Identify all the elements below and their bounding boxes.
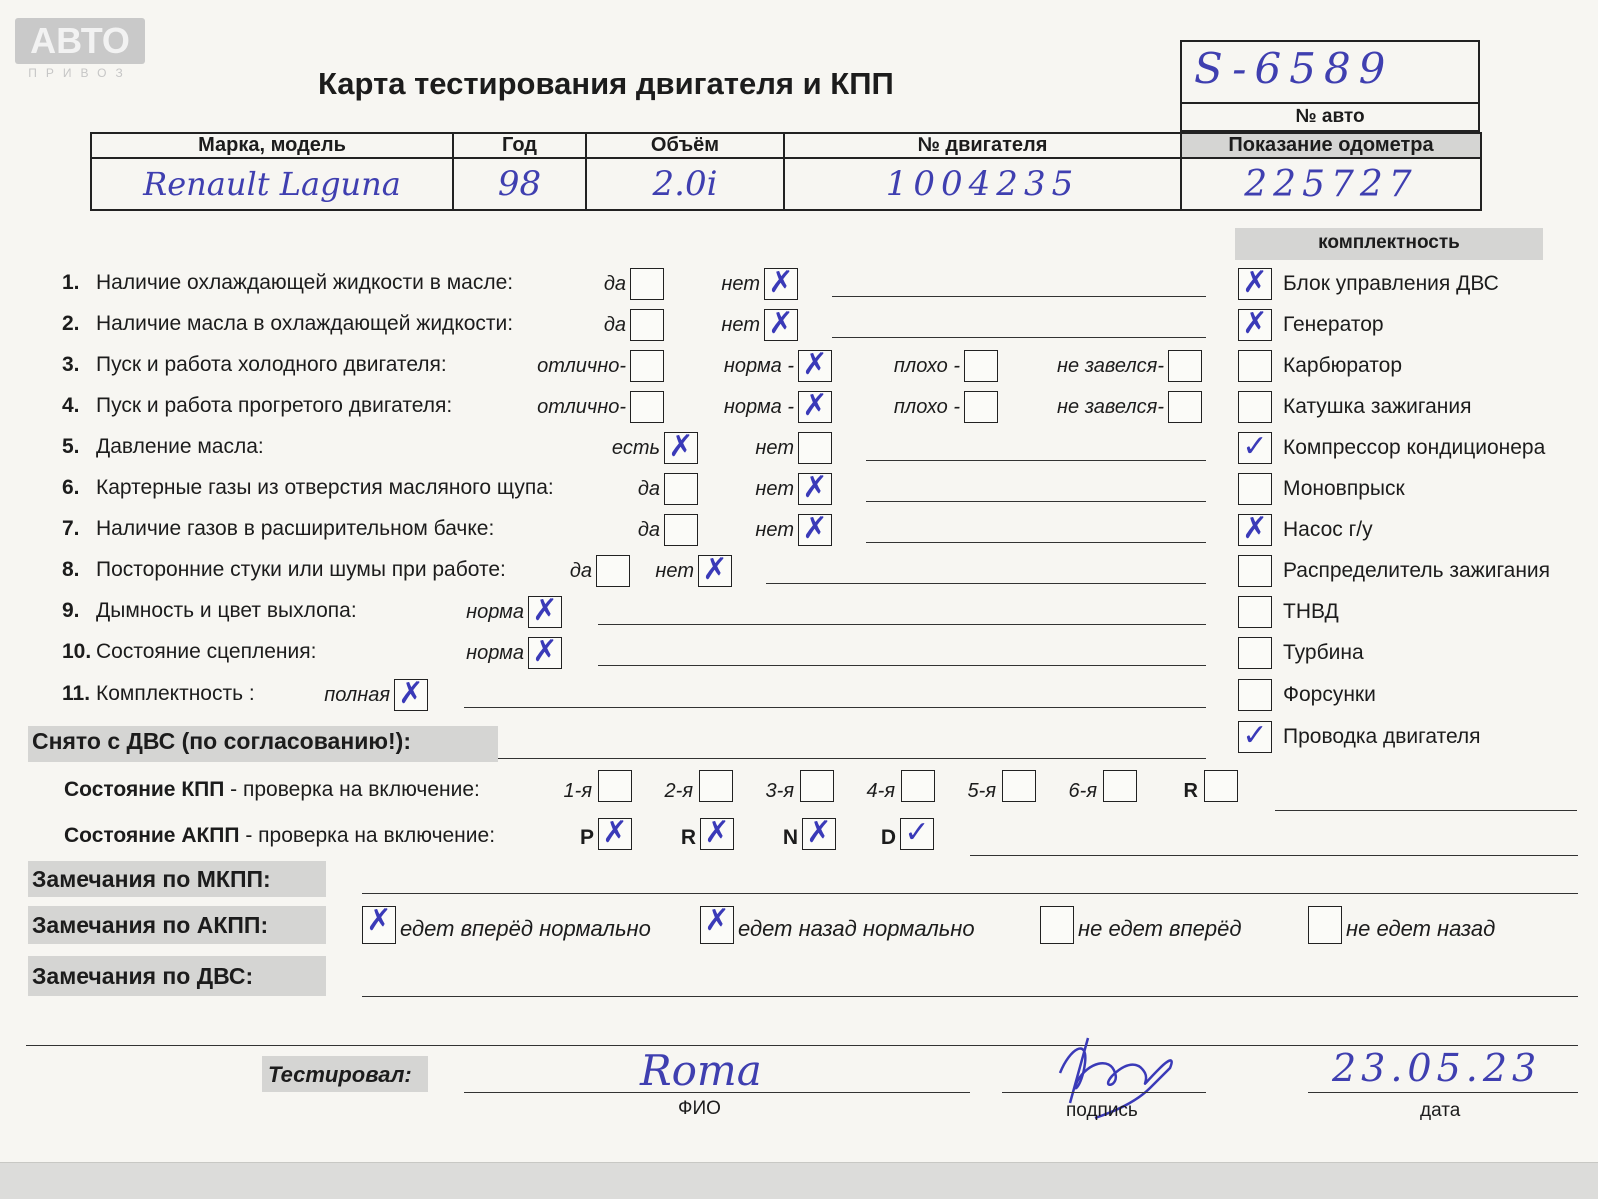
item-text: Посторонние стуки или шумы при работе: xyxy=(96,558,506,581)
logo-brand: АВТО xyxy=(15,18,145,64)
check-mark: ✗ xyxy=(802,388,828,423)
option-label: отлично- xyxy=(537,355,626,377)
logo-sub: ПРИВОЗ xyxy=(28,66,132,80)
option-label: полная xyxy=(324,684,390,706)
col-header: Марка, модель xyxy=(91,133,453,158)
vehicle-table xyxy=(90,132,1482,211)
auto-number-box xyxy=(1180,40,1480,132)
remarks-dvs-label: Замечания по ДВС: xyxy=(32,963,254,989)
completeness-item-label: Катушка зажигания xyxy=(1283,395,1472,418)
option-label: нет xyxy=(755,478,794,500)
check-mark: ✓ xyxy=(1242,718,1268,753)
item-text: Комплектность : xyxy=(96,682,255,705)
mode-checkbox[interactable] xyxy=(802,815,836,850)
completeness-checkbox[interactable] xyxy=(1238,637,1272,669)
gear-label: 1-я xyxy=(563,780,592,802)
akpp-remark-label: едет вперёд нормально xyxy=(400,916,651,941)
mode-label: P xyxy=(579,826,594,849)
option-checkbox[interactable] xyxy=(630,268,664,300)
mode-checkbox[interactable] xyxy=(598,815,632,850)
option-checkbox[interactable] xyxy=(798,470,832,505)
option-label: да xyxy=(637,478,660,500)
akpp-remark-label: не едет назад xyxy=(1346,916,1496,941)
date-line xyxy=(1308,1092,1578,1093)
completeness-checkbox[interactable] xyxy=(1238,473,1272,505)
completeness-item-label: Насос г/у xyxy=(1283,518,1373,541)
option-checkbox[interactable] xyxy=(664,429,698,464)
item-text: Пуск и работа холодного двигателя: xyxy=(96,353,447,376)
item-text: Дымность и цвет выхлопа: xyxy=(96,599,357,622)
option-checkbox[interactable] xyxy=(764,306,798,341)
item-text: Давление масла: xyxy=(96,435,264,458)
akpp-label: Состояние АКПП - проверка на включение: xyxy=(64,824,496,847)
mode-checkbox[interactable] xyxy=(700,815,734,850)
completeness-checkbox[interactable] xyxy=(1238,429,1272,464)
completeness-checkbox[interactable] xyxy=(1238,555,1272,587)
item-number: 2. xyxy=(62,312,80,335)
odometer-value: 225727 xyxy=(1181,158,1481,210)
option-checkbox[interactable] xyxy=(664,514,698,546)
completeness-checkbox[interactable] xyxy=(1238,596,1272,628)
page-title: Карта тестирования двигателя и КПП xyxy=(318,66,894,101)
option-checkbox[interactable] xyxy=(964,350,998,382)
gear-label: 5-я xyxy=(967,780,996,802)
date-caption: дата xyxy=(1420,1100,1461,1121)
option-checkbox[interactable] xyxy=(1168,350,1202,382)
answer-line xyxy=(866,501,1206,502)
check-mark: ✗ xyxy=(366,903,392,938)
engine-number-value: 1004235 xyxy=(784,158,1181,210)
paper-edge xyxy=(0,1162,1598,1199)
akpp-line xyxy=(970,855,1578,856)
answer-line xyxy=(866,460,1206,461)
check-mark: ✗ xyxy=(532,593,558,628)
akpp-remark-label: не едет вперёд xyxy=(1078,916,1242,941)
option-label: норма xyxy=(466,642,524,664)
option-checkbox[interactable] xyxy=(664,473,698,505)
check-mark: ✗ xyxy=(806,815,832,850)
check-mark: ✗ xyxy=(1242,265,1268,300)
item-text: Пуск и работа прогретого двигателя: xyxy=(96,394,453,417)
option-checkbox[interactable] xyxy=(698,552,732,587)
mode-checkbox[interactable] xyxy=(900,815,934,850)
check-mark: ✗ xyxy=(704,903,730,938)
option-label: нет xyxy=(721,314,760,336)
completeness-item-label: Форсунки xyxy=(1283,683,1376,706)
option-checkbox[interactable] xyxy=(394,676,428,711)
check-mark: ✗ xyxy=(768,306,794,341)
option-checkbox[interactable] xyxy=(528,593,562,628)
option-label: норма - xyxy=(723,355,794,377)
mode-label: D xyxy=(880,826,896,849)
signature-caption: подпись xyxy=(1066,1100,1138,1121)
check-mark: ✗ xyxy=(704,815,730,850)
answer-line xyxy=(866,542,1206,543)
option-checkbox[interactable] xyxy=(798,347,832,382)
option-label: есть xyxy=(611,437,660,459)
gear-checkbox[interactable] xyxy=(1204,770,1238,802)
kpp-line xyxy=(1275,810,1577,811)
remarks-mkpp-label: Замечания по МКПП: xyxy=(32,866,271,892)
gear-label: 4-я xyxy=(866,780,895,802)
remarks-dvs-line xyxy=(362,996,1578,997)
gear-checkbox[interactable] xyxy=(699,770,733,802)
option-label: да xyxy=(603,273,626,295)
item-text: Картерные газы из отверстия масляного щупа: xyxy=(96,476,554,499)
check-mark: ✗ xyxy=(802,470,828,505)
option-checkbox[interactable] xyxy=(596,555,630,587)
tester-name: Roma xyxy=(640,1046,762,1095)
option-checkbox[interactable] xyxy=(528,634,562,669)
check-mark: ✗ xyxy=(1242,511,1268,546)
akpp-remark-checkbox[interactable] xyxy=(1040,906,1074,944)
option-label: отлично- xyxy=(537,396,626,418)
akpp-remark-checkbox[interactable] xyxy=(1308,906,1342,944)
item-number: 11. xyxy=(62,682,91,705)
completeness-item-label: Распределитель зажигания xyxy=(1283,559,1551,582)
mode-label: N xyxy=(782,826,798,849)
option-checkbox[interactable] xyxy=(764,265,798,300)
col-header: Объём xyxy=(586,133,784,158)
auto-number-label: № авто xyxy=(1295,106,1365,127)
option-label: да xyxy=(603,314,626,336)
gear-label: R xyxy=(1183,780,1198,802)
item-text: Наличие газов в расширительном бачке: xyxy=(96,517,495,540)
option-checkbox[interactable] xyxy=(798,511,832,546)
item-number: 9. xyxy=(62,599,80,622)
answer-line xyxy=(464,707,1206,708)
check-mark: ✗ xyxy=(1242,306,1268,341)
answer-line xyxy=(598,665,1206,666)
item-number: 5. xyxy=(62,435,80,458)
option-checkbox[interactable] xyxy=(964,391,998,423)
option-label: нет xyxy=(655,560,694,582)
option-label: не завелся- xyxy=(1057,396,1164,418)
completeness-checkbox[interactable] xyxy=(1238,265,1272,300)
gear-checkbox[interactable] xyxy=(1103,770,1137,802)
completeness-title: комплектность xyxy=(1318,232,1460,253)
check-mark: ✗ xyxy=(768,265,794,300)
name-caption: ФИО xyxy=(678,1098,721,1119)
item-text: Наличие масла в охлаждающей жидкости: xyxy=(96,312,514,335)
completeness-item-label: Генератор xyxy=(1283,313,1384,336)
logo xyxy=(15,18,145,80)
completeness-checkbox[interactable] xyxy=(1238,511,1272,546)
tested-label: Тестировал: xyxy=(268,1062,412,1087)
check-mark: ✗ xyxy=(602,815,628,850)
check-mark: ✗ xyxy=(398,676,424,711)
item-number: 3. xyxy=(62,353,80,376)
gear-checkbox[interactable] xyxy=(598,770,632,802)
remarks-akpp-label: Замечания по АКПП: xyxy=(32,912,269,938)
completeness-checkbox[interactable] xyxy=(1238,306,1272,341)
removed-label: Снято с ДВС (по согласованию!): xyxy=(32,728,411,754)
name-line xyxy=(464,1092,970,1093)
volume-value: 2.0i xyxy=(586,158,784,210)
gear-checkbox[interactable] xyxy=(1002,770,1036,802)
answer-line xyxy=(598,624,1206,625)
option-label: плохо - xyxy=(893,396,960,418)
completeness-checkbox[interactable] xyxy=(1238,679,1272,711)
remarks-mkpp-line xyxy=(362,893,1578,894)
col-header: № двигателя xyxy=(784,133,1181,158)
item-number: 7. xyxy=(62,517,80,540)
option-label: не завелся- xyxy=(1057,355,1164,377)
option-label: нет xyxy=(755,519,794,541)
completeness-checkbox[interactable] xyxy=(1238,350,1272,382)
check-mark: ✗ xyxy=(802,347,828,382)
check-mark: ✗ xyxy=(802,511,828,546)
col-header: Год xyxy=(453,133,586,158)
completeness-checkbox[interactable] xyxy=(1238,391,1272,423)
signature-line xyxy=(1002,1092,1206,1093)
kpp-label: Состояние КПП - проверка на включение: xyxy=(64,778,480,801)
answer-line xyxy=(766,583,1206,584)
akpp-remark-checkbox[interactable] xyxy=(700,903,734,944)
option-label: да xyxy=(569,560,592,582)
make-model-value: Renault Laguna xyxy=(91,158,453,210)
col-header: Показание одометра xyxy=(1181,133,1481,158)
item-text: Состояние сцепления: xyxy=(96,640,317,663)
item-number: 8. xyxy=(62,558,80,581)
completeness-item-label: Турбина xyxy=(1283,641,1364,664)
option-label: нет xyxy=(755,437,794,459)
check-mark: ✗ xyxy=(668,429,694,464)
auto-number-value: S-6589 xyxy=(1194,44,1394,93)
akpp-remark-label: едет назад нормально xyxy=(738,916,975,941)
option-label: да xyxy=(637,519,660,541)
option-checkbox[interactable] xyxy=(1168,391,1202,423)
item-text: Наличие охлаждающей жидкости в масле: xyxy=(96,271,514,294)
completeness-item-label: Моновпрыск xyxy=(1283,477,1405,500)
option-checkbox[interactable] xyxy=(798,388,832,423)
option-label: нет xyxy=(721,273,760,295)
mode-label: R xyxy=(680,826,696,849)
item-number: 4. xyxy=(62,394,80,417)
item-number: 10. xyxy=(62,640,92,663)
completeness-item-label: Проводка двигателя xyxy=(1283,725,1481,748)
check-mark: ✓ xyxy=(904,815,930,850)
answer-line xyxy=(832,337,1206,338)
removed-line xyxy=(498,758,1206,759)
option-label: плохо - xyxy=(893,355,960,377)
item-number: 6. xyxy=(62,476,80,499)
test-date: 23.05.23 xyxy=(1332,1046,1542,1090)
option-checkbox[interactable] xyxy=(798,432,832,464)
year-value: 98 xyxy=(453,158,586,210)
check-mark: ✗ xyxy=(532,634,558,669)
answer-line xyxy=(832,296,1206,297)
gear-label: 3-я xyxy=(765,780,794,802)
gear-checkbox[interactable] xyxy=(901,770,935,802)
option-label: норма xyxy=(466,601,524,623)
completeness-item-label: Блок управления ДВС xyxy=(1283,272,1499,295)
option-label: норма - xyxy=(723,396,794,418)
check-mark: ✓ xyxy=(1242,429,1268,464)
completeness-item-label: Карбюратор xyxy=(1283,354,1403,377)
completeness-item-label: Компрессор кондиционера xyxy=(1283,436,1546,459)
option-checkbox[interactable] xyxy=(630,350,664,382)
gear-label: 6-я xyxy=(1068,780,1097,802)
option-checkbox[interactable] xyxy=(630,391,664,423)
item-number: 1. xyxy=(62,271,80,294)
option-checkbox[interactable] xyxy=(630,309,664,341)
gear-checkbox[interactable] xyxy=(800,770,834,802)
check-mark: ✗ xyxy=(702,552,728,587)
gear-label: 2-я xyxy=(664,780,693,802)
akpp-remark-checkbox[interactable] xyxy=(362,903,396,944)
completeness-item-label: ТНВД xyxy=(1283,600,1339,623)
completeness-checkbox[interactable] xyxy=(1238,718,1272,753)
